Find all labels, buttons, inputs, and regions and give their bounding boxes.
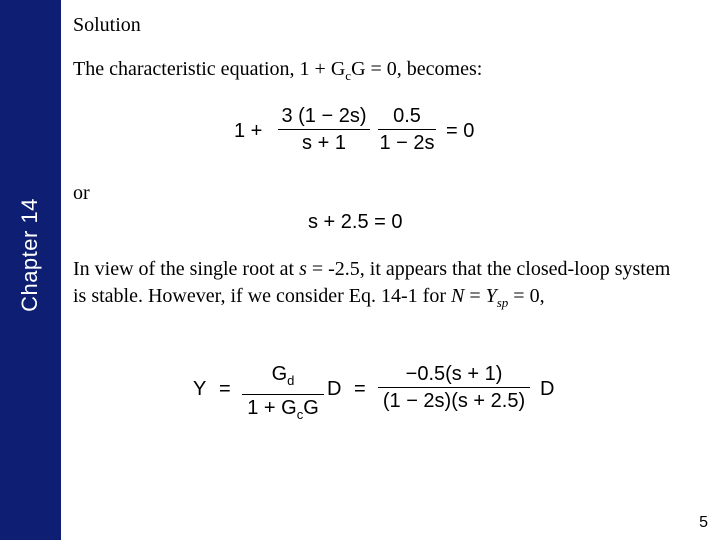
eq1-lead: 1 +: [234, 120, 263, 142]
eq3-d-2: D: [540, 378, 555, 400]
eq1-fraction-2: 0.5 1 − 2s: [379, 105, 435, 154]
eq3-lhs: Y: [193, 378, 207, 400]
chapter-sidebar: [0, 0, 61, 540]
eq3-fraction-1: $G_d$ $1 + G_cG$: [242, 363, 324, 426]
stability-paragraph: In view of the single root at s = -2.5, it appears that the closed-loop system is stable. However, if we consider Eq. 14-1 for $N = Y_{sp} = 0$,: [73, 258, 671, 310]
eq1-fraction-1: 3 (1 − 2s) s + 1: [278, 105, 370, 154]
solution-heading: Solution: [73, 14, 141, 36]
eq3-d-1: D: [327, 378, 342, 400]
eq3-equals-1: =: [219, 378, 231, 400]
eq3-fraction-2: −0.5(s + 1) (1 − 2s)(s + 2.5): [378, 363, 530, 412]
intro-text: The characteristic equation, $1 + G_cG = 0$, becomes:: [73, 58, 483, 83]
page-number: 5: [699, 514, 708, 531]
root-equation: s + 2.5 = 0: [308, 211, 403, 233]
eq3-equals-2: =: [354, 378, 366, 400]
or-label: or: [73, 182, 90, 204]
chapter-label: Chapter 14: [17, 198, 42, 312]
eq1-rhs: = 0: [446, 120, 475, 142]
